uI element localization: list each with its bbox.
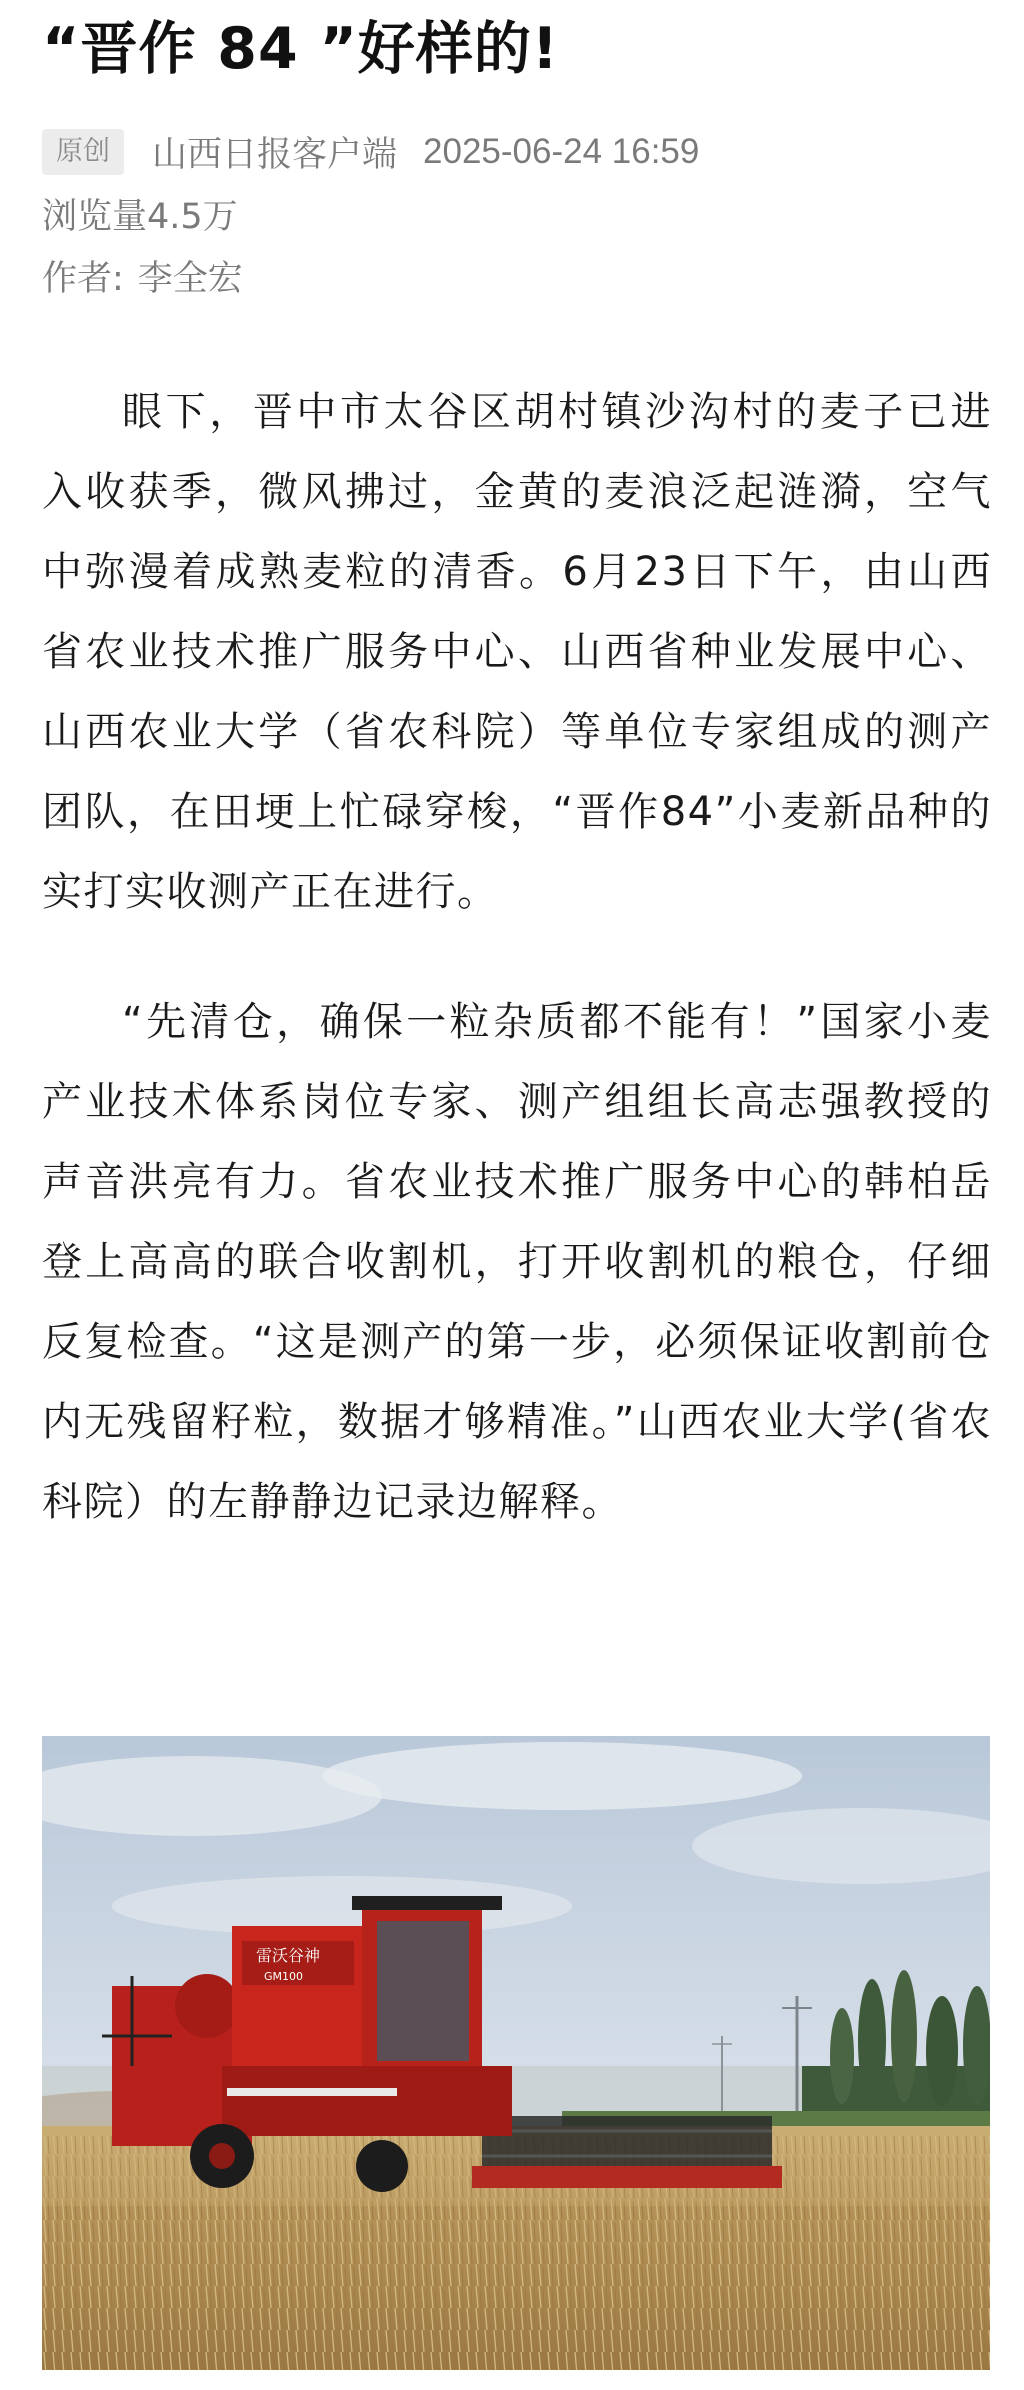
author-line [42,248,992,310]
view-count: 浏览量4.5万 [42,197,238,237]
paragraph-1: 眼下，晋中市太谷区胡村镇沙沟村的麦子已进入收获季，微风拂过，金黄的麦浪泛起涟漪，空气中弥漫着成熟麦粒的清香。6月23日下午，由山西省农业技术推广服务中心、山西省种业发展中心、山西农业大学（省农科院）等单位专家组成的测产团队，在田埂上忙碌穿梭，“晋作84”小麦新品种的实打实收测产正在进行。 [42,389,992,915]
harvester-photo-art [42,1736,990,2370]
article-body [42,372,992,1542]
machine-model: GM100 [264,1970,304,1983]
source-link[interactable]: 山西日报客户端 [152,135,398,175]
article-title: “晋作 84 ”好样的! [42,16,559,82]
harvester-photo[interactable] [42,1736,990,2370]
publish-date: 2025-06-24 16:59 [423,132,700,171]
original-badge: 原创 [42,129,124,175]
paragraph-2: “先清仓，确保一粒杂质都不能有！”国家小麦产业技术体系岗位专家、测产组组长高志强教授的声音洪亮有力。省农业技术推广服务中心的韩柏岳登上高高的联合收割机，打开收割机的粮仓，仔细反复检查。“这是测产的第一步，必须保证收割前仓内无残留籽粒，数据才够精准。”山西农业大学(省农科院）的左静静边记录边解释。 [42,999,992,1525]
author-label: 作者: [42,259,124,299]
machine-brand: 雷沃谷神 [256,1946,321,1965]
article-meta [42,124,992,180]
article [42,0,992,1542]
harvester-header [472,2116,782,2188]
author-name: 李全宏 [137,259,243,299]
